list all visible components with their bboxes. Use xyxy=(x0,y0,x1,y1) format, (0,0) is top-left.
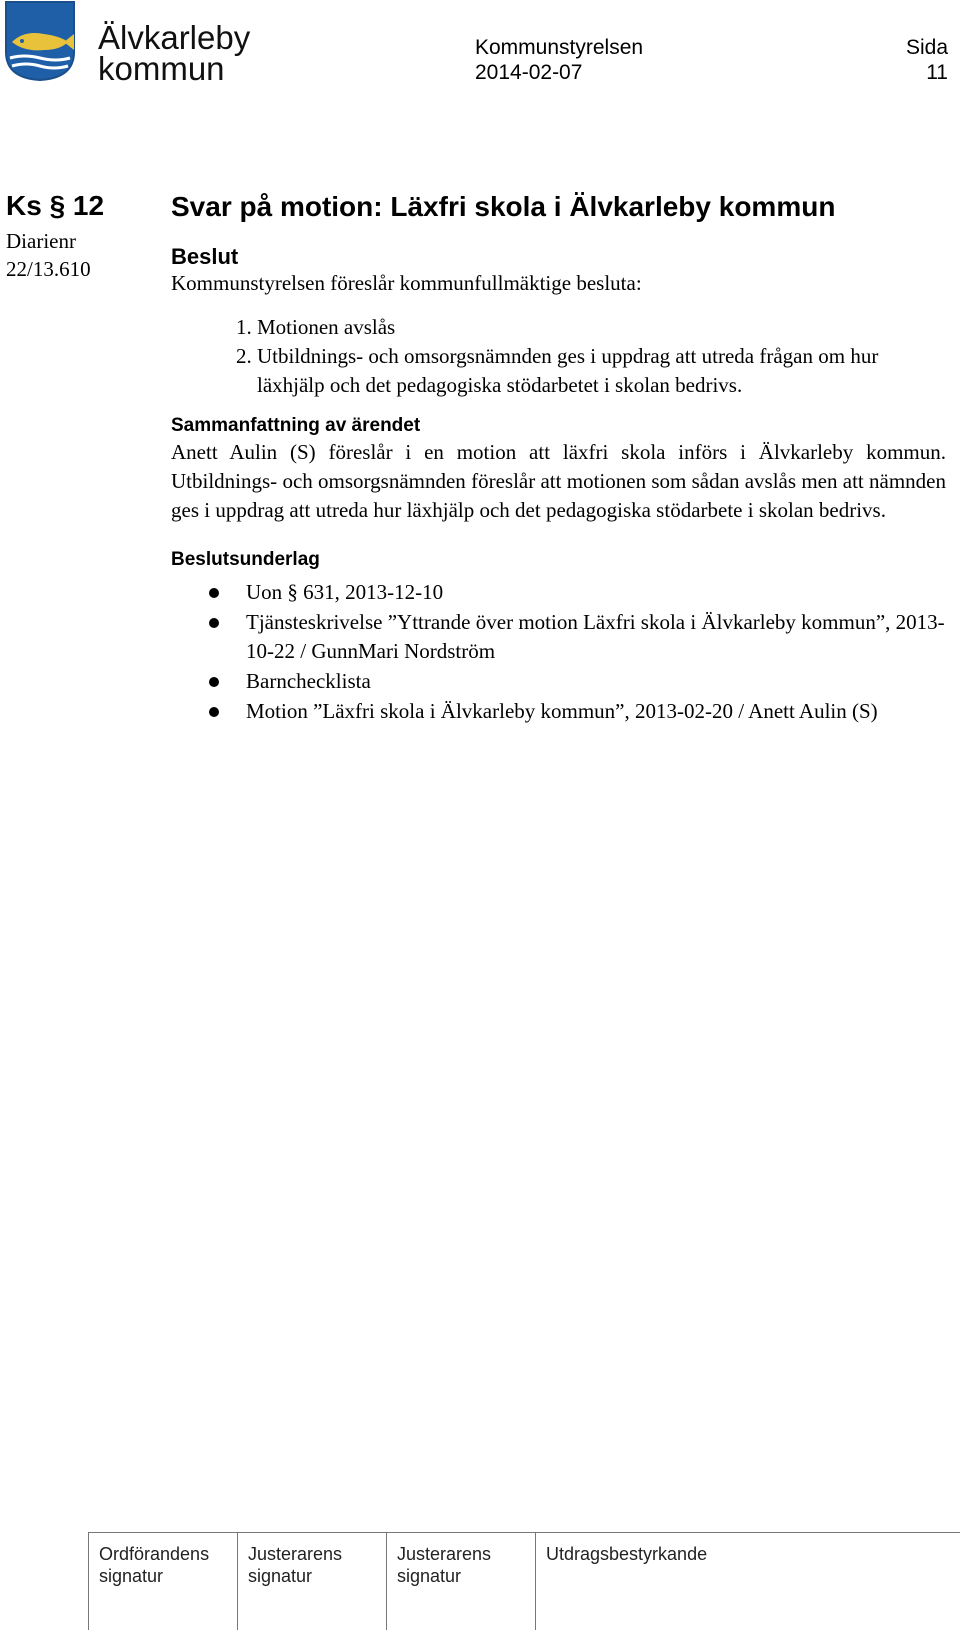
footer-cell-line1: Utdragsbestyrkande xyxy=(546,1544,708,1564)
footer-cell-line2: signatur xyxy=(248,1566,313,1586)
signature-footer xyxy=(88,1532,960,1630)
underlag-item-text: Tjänsteskrivelse ”Yttrande över motion Läxfri skola i Älvkarleby kommun”, 2013-10-22 / GunnMari Nordström xyxy=(246,610,945,663)
summary-text: Anett Aulin (S) föreslår i en motion att läxfri skola införs i Älvkarleby kommun. Utbildnings- och omsorgsnämnden föreslår att motionen som sådan avslås men att nämnden ges i uppdrag att utreda hur läxhjälp och det pedagogiska stödarbete i skolan bedrivs. xyxy=(171,440,946,522)
bullet-icon xyxy=(209,618,219,628)
page-number: 11 xyxy=(926,61,948,84)
main-content xyxy=(171,190,946,727)
underlag-item-text: Motion ”Läxfri skola i Älvkarleby kommun”, 2013-02-20 / Anett Aulin (S) xyxy=(246,699,878,723)
diarie-number: 22/13.610 xyxy=(6,257,91,281)
bullet-icon xyxy=(209,707,219,717)
footer-cell-certification xyxy=(535,1533,960,1630)
footer-cell-adjuster-1 xyxy=(237,1533,386,1630)
underlag-item-text: Uon § 631, 2013-12-10 xyxy=(246,580,444,604)
committee-name: Kommunstyrelsen xyxy=(475,36,644,59)
footer-cell-line1: Ordförandens xyxy=(99,1544,210,1564)
underlag-item-text: Barnchecklista xyxy=(246,669,371,693)
footer-cell-chair xyxy=(88,1533,237,1630)
crest-icon xyxy=(4,0,76,82)
beslut-heading: Beslut xyxy=(171,244,239,269)
underlag-item xyxy=(171,578,946,607)
org-name-line1: Älvkarleby xyxy=(98,19,251,56)
underlag-item xyxy=(171,697,946,726)
beslut-intro: Kommunstyrelsen föreslår kommunfullmäktige besluta: xyxy=(171,271,642,295)
diarie-label: Diarienr xyxy=(6,229,76,253)
footer-cell-line2: signatur xyxy=(99,1566,164,1586)
case-number: Ks § 12 xyxy=(6,190,105,221)
document-title: Svar på motion: Läxfri skola i Älvkarleby kommun xyxy=(171,191,836,222)
underlag-item xyxy=(171,608,946,666)
document-date: 2014-02-07 xyxy=(475,61,583,84)
org-name-line2: kommun xyxy=(98,50,225,87)
bullet-icon xyxy=(209,588,219,598)
underlag-item xyxy=(171,667,946,696)
underlag-list xyxy=(171,578,946,726)
underlag-heading: Beslutsunderlag xyxy=(171,549,320,570)
org-name xyxy=(98,19,251,87)
footer-cell-line2: signatur xyxy=(397,1566,462,1586)
page-label: Sida xyxy=(905,36,948,59)
footer-cell-line1: Justerarens xyxy=(397,1544,492,1564)
beslut-item: 2. Utbildnings- och omsorgsnämnden ges i uppdrag att utreda frågan om hur läxhjälp och det pedagogiska stödarbetet i skolan bedrivs. xyxy=(257,342,946,400)
footer-cell-line1: Justerarens xyxy=(248,1544,343,1564)
beslut-item: 1. Motionen avslås xyxy=(257,313,946,342)
footer-cell-adjuster-2 xyxy=(386,1533,535,1630)
beslut-list xyxy=(171,313,946,400)
summary-heading: Sammanfattning av ärendet xyxy=(171,415,421,436)
bullet-icon xyxy=(209,677,219,687)
